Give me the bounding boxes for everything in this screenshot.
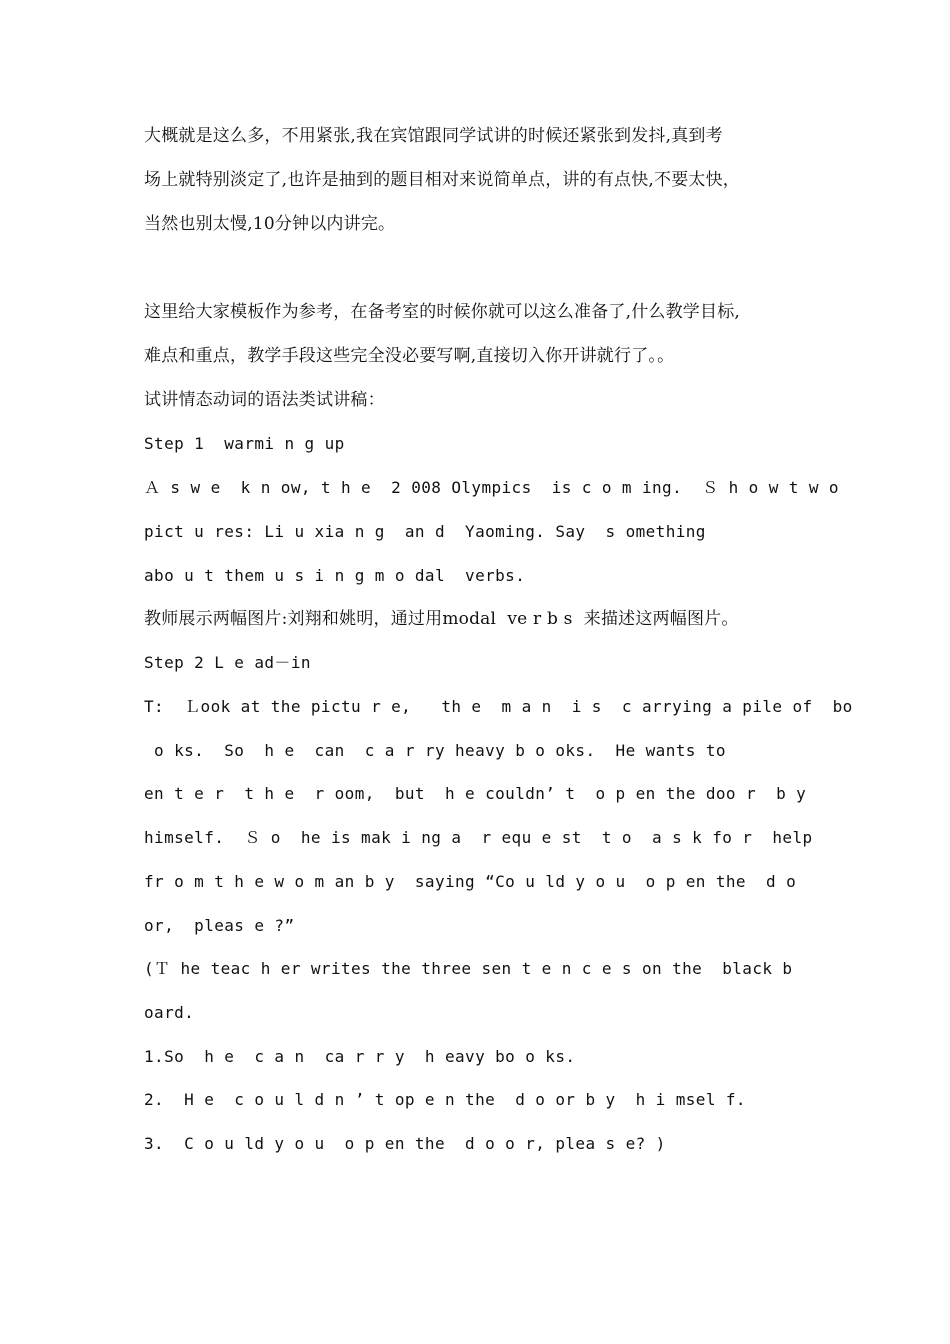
paragraph-line: 当然也别太慢,10分钟以内讲完。: [144, 214, 396, 234]
paragraph-line: 场上就特别淡定了,也许是抽到的题目相对来说简单点，讲的有点快,不要太快，: [144, 170, 741, 190]
text-line: (Ｔ he teac h er writes the three sen t e n c e s on the black b: [144, 959, 793, 978]
text-line: pict u res: Li u xia n g an d Yaoming. Say s omething: [144, 522, 706, 541]
text-line: Ａ s w e k n ow, t h e 2 008 Olympics is c o m ing. Ｓ h o w t w o: [144, 478, 839, 497]
text-line: oard.: [144, 1003, 195, 1022]
sentence-item: 1.So h e c a n ca r r y h eavy bo o ks.: [144, 1047, 576, 1066]
text-line: abo u t them u s i n g m o dal verbs.: [144, 566, 526, 585]
paragraph-line: 难点和重点，教学手段这些完全没必要写啊,直接切入你开讲就行了。。: [144, 346, 675, 366]
step-heading: Step 2 L e ad－in: [144, 653, 311, 672]
text-line: fr o m t h e w o m an b y saying “Co u ld y o u o p en the d o: [144, 872, 797, 891]
step-heading: Step 1 warmi n g up: [144, 434, 345, 453]
text-line: 教师展示两幅图片:刘翔和姚明，通过用modal ve r b s 来描述这两幅图片。: [144, 609, 739, 629]
text-line: en t e r t h e r oom, but h e couldn’ t o p en the doo r b y: [144, 784, 807, 803]
text-line: o ks. So h e can c a r ry heavy b o oks. He wants to: [144, 741, 726, 760]
section-heading: 试讲情态动词的语法类试讲稿：: [144, 390, 385, 410]
text-line: T: Ｌook at the pictu r e, th e m a n i s c arrying a pile of bo: [144, 697, 853, 716]
text-line: himself. Ｓ o he is mak i ng a r equ e st t o a s k fo r help: [144, 828, 813, 847]
sentence-item: 3. C o u ld y o u o p en the d o o r, plea s e? ): [144, 1134, 666, 1153]
paragraph-line: 大概就是这么多，不用紧张,我在宾馆跟同学试讲的时候还紧张到发抖,真到考: [144, 126, 723, 146]
text-line: or, pleas e ?”: [144, 916, 295, 935]
sentence-item: 2. H e c o u l d n ’ t op e n the d o or b y h i msel f.: [144, 1090, 746, 1109]
paragraph-line: 这里给大家模板作为参考，在备考室的时候你就可以这么准备了,什么教学目标,: [144, 302, 741, 322]
